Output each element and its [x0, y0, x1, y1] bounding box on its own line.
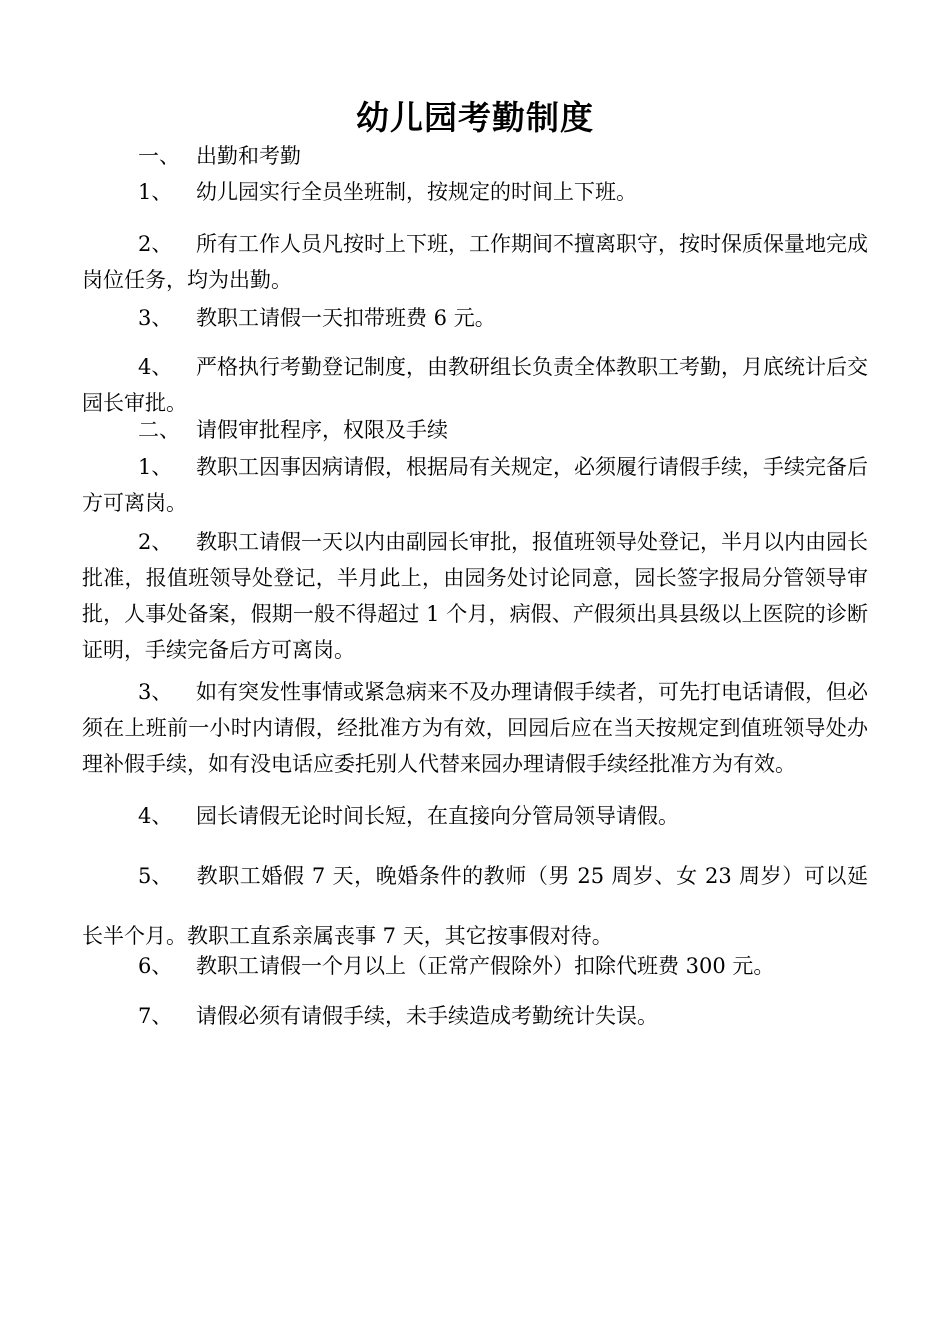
section-number: 一、 — [138, 144, 180, 168]
item-text: 所有工作人员凡按时上下班，工作期间不擅离职守，按时保质保量地完成岗位任务，均为出勤。 — [82, 232, 868, 292]
item-number: 7、 — [138, 1004, 173, 1028]
section-number: 二、 — [138, 418, 180, 442]
list-item — [82, 998, 868, 1034]
section-heading-text: 请假审批程序，权限及手续 — [196, 418, 448, 442]
item-number: 6、 — [138, 954, 173, 978]
item-text: 请假必须有请假手续，未手续造成考勤统计失误。 — [196, 1004, 658, 1028]
item-number: 3、 — [138, 680, 173, 704]
item-text: 教职工请假一天扣带班费 6 元。 — [196, 306, 496, 330]
item-number: 1、 — [138, 455, 173, 479]
item-number: 5、 — [138, 864, 173, 888]
list-item — [82, 349, 868, 421]
item-text: 园长请假无论时间长短，在直接向分管局领导请假。 — [196, 804, 679, 828]
section-heading — [82, 138, 868, 174]
item-text: 严格执行考勤登记制度，由教研组长负责全体教职工考勤，月底统计后交园长审批。 — [82, 355, 868, 415]
item-text: 如有突发性事情或紧急病来不及办理请假手续者，可先打电话请假，但必须在上班前一小时内请假，经批准方为有效，回园后应在当天按规定到值班领导处办理补假手续，如有没电话应委托别人代替来园办理请假手续经批准方为有效。 — [82, 680, 868, 776]
item-number: 4、 — [138, 804, 173, 828]
list-item — [82, 226, 868, 298]
document-title: 幼儿园考勤制度 — [356, 98, 594, 137]
item-number: 2、 — [138, 232, 173, 256]
list-item — [82, 449, 868, 521]
item-text: 幼儿园实行全员坐班制，按规定的时间上下班。 — [196, 180, 637, 204]
list-item — [82, 674, 868, 782]
list-item — [82, 524, 868, 668]
list-item — [82, 798, 868, 834]
item-text: 教职工请假一天以内由副园长审批，报值班领导处登记，半月以内由园长批准，报值班领导处登记，半月此上，由园务处讨论同意，园长签字报局分管领导审批，人事处备案，假期一般不得超过 1 个月，病假、产假须出具县级以上医院的诊断证明，手续完备后方可离岗。 — [82, 530, 868, 662]
item-text: 教职工请假一个月以上（正常产假除外）扣除代班费 300 元。 — [196, 954, 775, 978]
section-heading-text: 出勤和考勤 — [196, 144, 301, 168]
item-text: 教职工因事因病请假，根据局有关规定，必须履行请假手续，手续完备后方可离岗。 — [82, 455, 868, 515]
item-number: 1、 — [138, 180, 173, 204]
item-number: 2、 — [138, 530, 173, 554]
list-item — [82, 300, 868, 336]
item-number: 3、 — [138, 306, 173, 330]
item-text: 教职工婚假 7 天，晚婚条件的教师（男 25 周岁、女 23 周岁）可以延长半个月。教职工直系亲属丧事 7 天，其它按事假对待。 — [82, 864, 868, 948]
list-item — [82, 948, 868, 984]
section-heading — [82, 412, 868, 448]
list-item — [82, 174, 868, 210]
item-number: 4、 — [138, 355, 173, 379]
